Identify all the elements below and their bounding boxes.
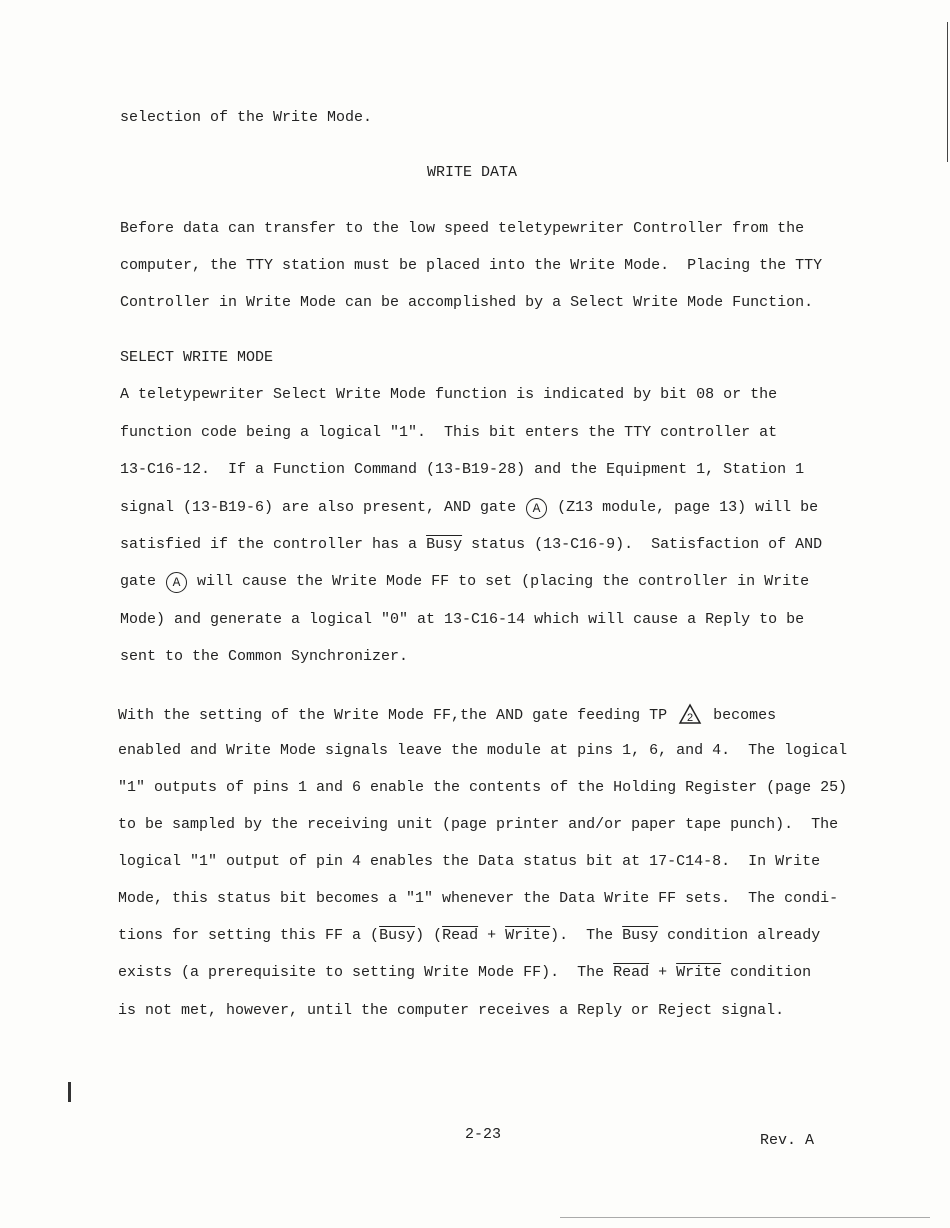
- para3-line7: [118, 926, 820, 946]
- para3-line3: "1" outputs of pins 1 and 6 enable the contents of the Holding Register (page 25): [118, 779, 848, 796]
- tp-triangle-icon: [678, 703, 702, 725]
- para3-line4: to be sampled by the receiving unit (page printer and/or paper tape punch). The: [118, 816, 839, 833]
- para3-line5: logical "1" output of pin 4 enables the Data status bit at 17-C14-8. In Write: [118, 853, 821, 870]
- para3-line7-h: ). The: [550, 927, 623, 944]
- para3-line7-a: tions for setting this FF a: [118, 927, 371, 944]
- para2-line4: [120, 498, 818, 519]
- para3-line6: Mode, this status bit becomes a "1" whenever the Data Write FF sets. The condi-: [118, 890, 839, 907]
- write-overbar: Write: [505, 927, 551, 944]
- para3-line8-a: exists (a prerequisite to setting Write Mode FF). The: [118, 964, 614, 981]
- gate-a-circle-icon: A: [526, 498, 547, 519]
- para2-line4-b: (Z13 module, page 13) will be: [548, 499, 819, 516]
- para1-line3: Controller in Write Mode can be accomplished by a Select Write Mode Function.: [120, 294, 814, 311]
- para3-line8: [118, 963, 811, 983]
- para1-line1: Before data can transfer to the low speed teletypewriter Controller from the: [120, 220, 805, 237]
- para3-line9: is not met, however, until the computer receives a Reply or Reject signal.: [118, 1002, 785, 1019]
- para2-line5-c: status (13-C16-9). Satisfaction of AND: [462, 536, 823, 553]
- paren-open: (: [370, 927, 380, 944]
- read-overbar-2: Read: [613, 964, 650, 981]
- para1-line2: computer, the TTY station must be placed into the Write Mode. Placing the TTY: [120, 257, 823, 274]
- para2-line5: [120, 535, 822, 555]
- busy-overbar: Busy: [426, 536, 463, 553]
- para2-line6-a: gate: [120, 573, 166, 590]
- para2-line3: 13-C16-12. If a Function Command (13-B19-28) and the Equipment 1, Station 1: [120, 461, 805, 478]
- page-number: 2-23: [465, 1126, 502, 1143]
- write-overbar-2: Write: [676, 964, 722, 981]
- intro-line: selection of the Write Mode.: [120, 109, 373, 126]
- para2-line4-a: signal (13-B19-6) are also present, AND gate: [120, 499, 526, 516]
- busy-overbar-2: Busy: [379, 927, 416, 944]
- para3-line1-a: With the setting of the Write Mode FF,the AND gate feeding TP: [118, 707, 677, 724]
- paren-mid: ) (: [415, 927, 443, 944]
- revision-label: Rev. A: [760, 1132, 815, 1149]
- para2-line8: sent to the Common Synchronizer.: [120, 648, 409, 665]
- para2-line1: A teletypewriter Select Write Mode function is indicated by bit 08 or the: [120, 386, 778, 403]
- section-title: WRITE DATA: [427, 164, 518, 181]
- para3-line7-j: condition already: [658, 927, 821, 944]
- para3-line1-b: becomes: [704, 707, 777, 724]
- para2-line5-a: satisfied if the controller has a: [120, 536, 427, 553]
- scan-speck: [68, 1082, 71, 1102]
- para2-line7: Mode) and generate a logical "0" at 13-C16-14 which will cause a Reply to be: [120, 611, 805, 628]
- plus-sign: +: [478, 927, 506, 944]
- tp-triangle-label: 2: [687, 712, 694, 724]
- para2-line6-b: will cause the Write Mode FF to set (placing the controller in Write: [197, 573, 810, 590]
- para3-line1: [118, 703, 776, 726]
- para3-line2: enabled and Write Mode signals leave the module at pins 1, 6, and 4. The logical: [118, 742, 848, 759]
- para3-line8-e: condition: [721, 964, 812, 981]
- subheading: SELECT WRITE MODE: [120, 349, 274, 366]
- read-overbar: Read: [442, 927, 479, 944]
- para2-line6: [120, 572, 809, 593]
- gate-a-circle-icon-2: A: [166, 572, 187, 593]
- para2-line2: function code being a logical "1". This bit enters the TTY controller at: [120, 424, 778, 441]
- plus-sign-2: +: [649, 964, 677, 981]
- scan-edge-mark: [947, 22, 949, 162]
- busy-overbar-3: Busy: [622, 927, 659, 944]
- scan-bottom-line: [560, 1217, 930, 1218]
